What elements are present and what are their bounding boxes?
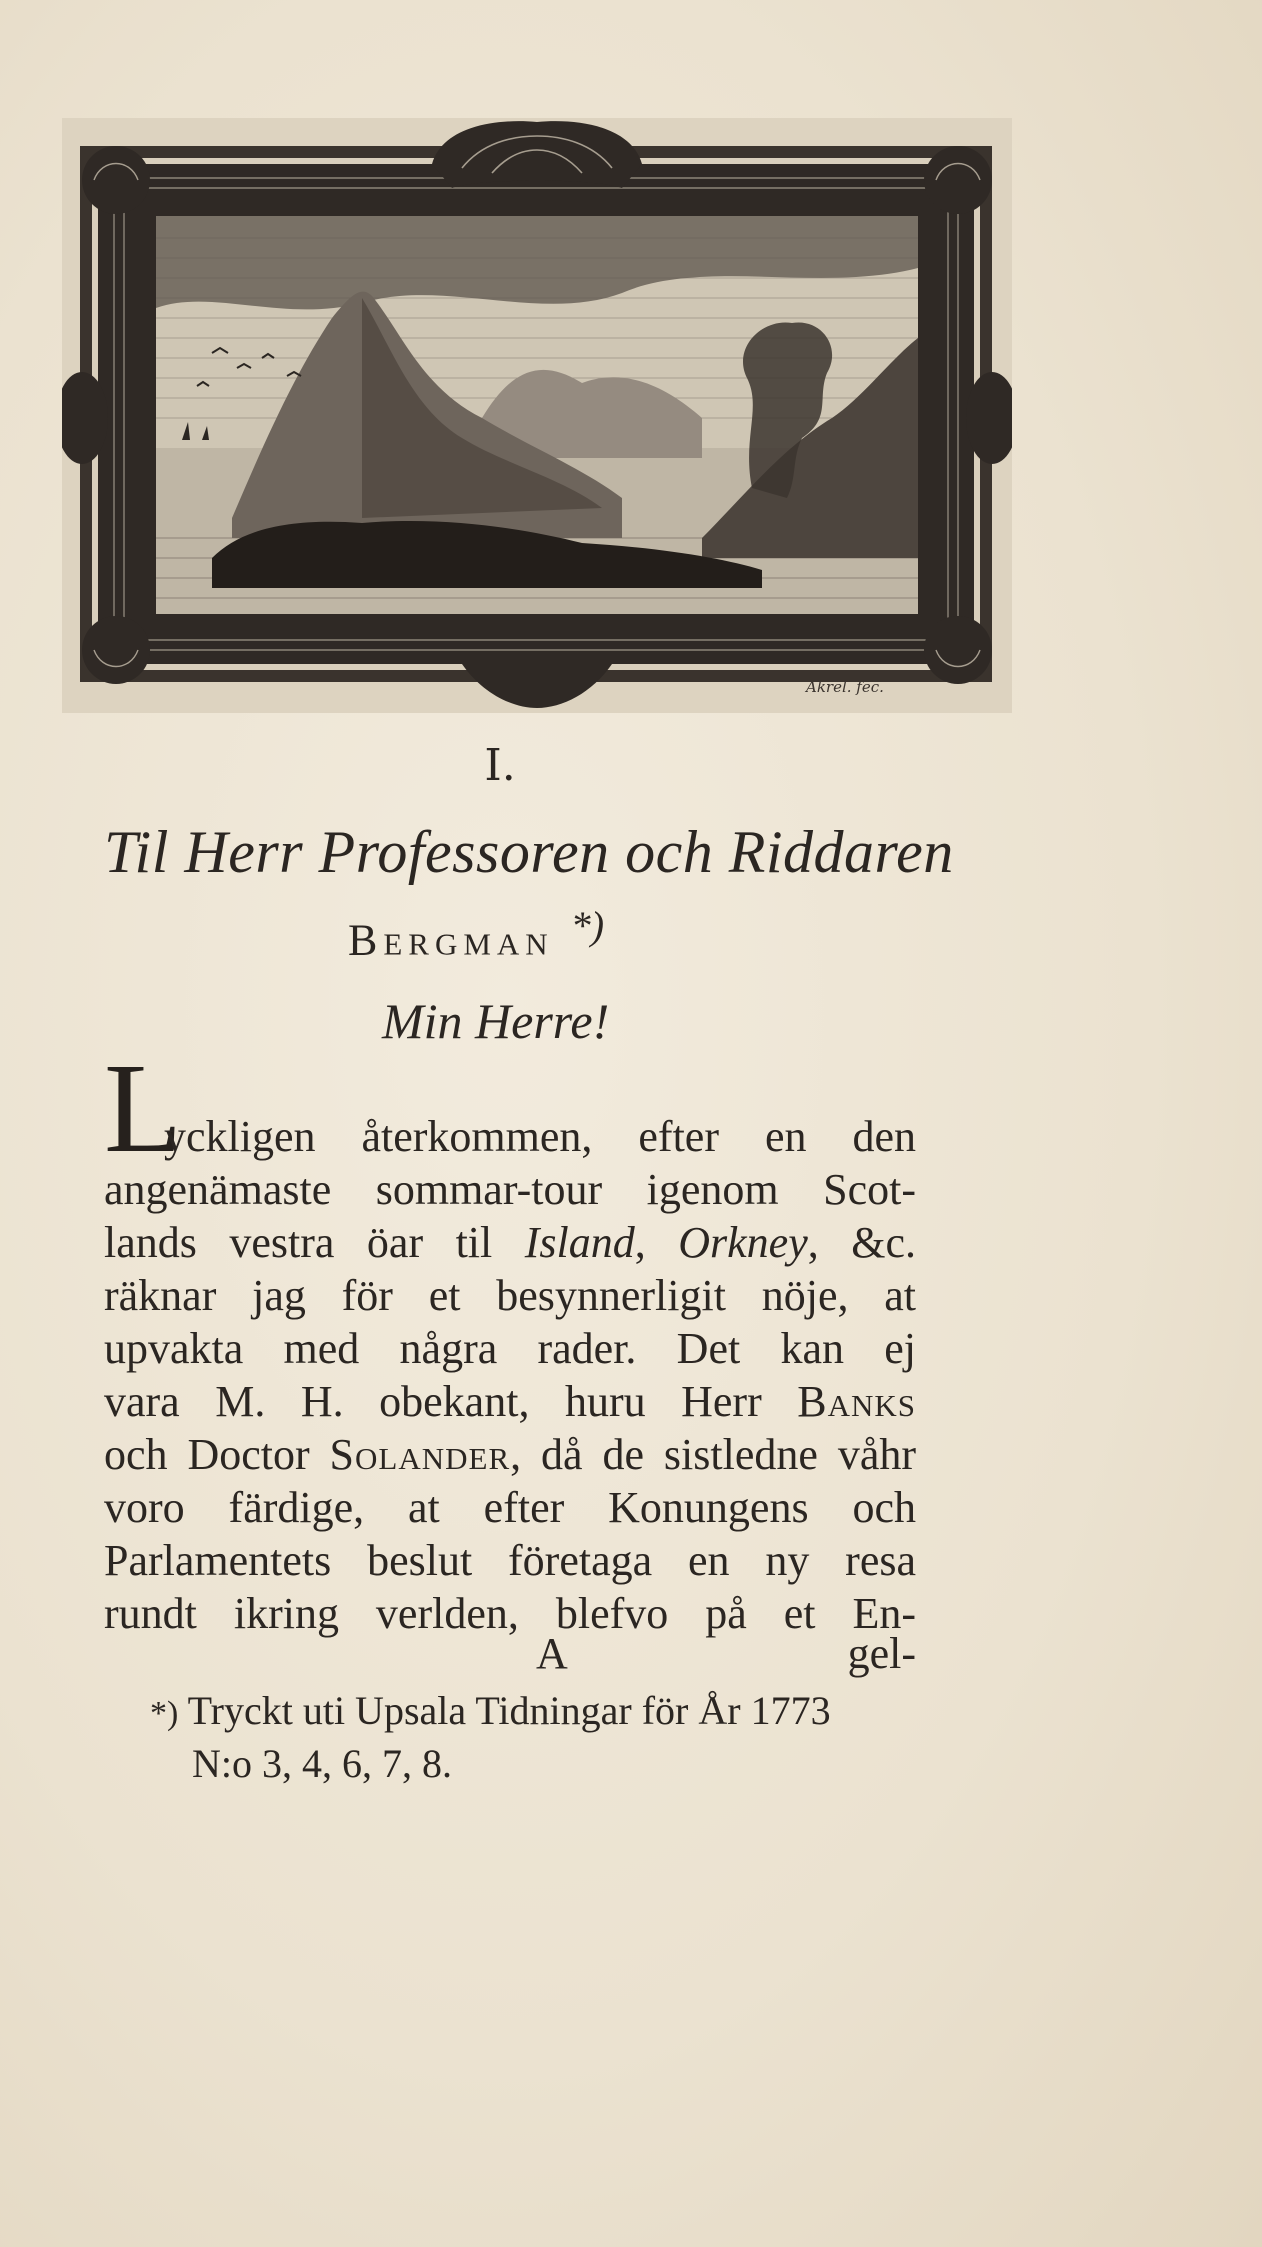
- salutation: Min Herre!: [382, 993, 610, 1049]
- engraved-vignette: [62, 118, 1012, 713]
- text-line: upvakta med några rader. Det kan ej: [104, 1324, 916, 1373]
- text-line: angenämaste sommar-tour igenom Scot-: [104, 1165, 916, 1214]
- text-line: lands vestra öar til Island, Orkney, &c.: [104, 1218, 916, 1267]
- text-line: yckligen återkommen, efter en den: [164, 1112, 916, 1161]
- footnote: [150, 1686, 920, 1789]
- text-line: räknar jag för et besynnerligit nöje, at: [104, 1271, 916, 1320]
- letter-heading: Til Herr Professoren och Riddaren: [104, 819, 954, 885]
- footnote-marker: *): [570, 903, 605, 948]
- text-line: Parlamentets beslut företaga en ny resa: [104, 1536, 916, 1585]
- text-line: vara M. H. obekant, huru Herr Banks: [104, 1377, 916, 1426]
- landscape-engraving: [62, 118, 1012, 713]
- signature-mark: A: [536, 1629, 568, 1678]
- text-line: voro färdige, at efter Konungens och: [104, 1483, 916, 1532]
- catchword: gel-: [847, 1629, 916, 1678]
- letter-number: I.: [484, 740, 516, 791]
- footnote-marker: *): [150, 1695, 179, 1732]
- artist-signature: Akrel. fec.: [806, 678, 884, 696]
- text-line: och Doctor Solander, då de sistledne våhr: [104, 1430, 916, 1479]
- letter-body: [104, 1110, 916, 1640]
- drop-initial: L: [104, 1037, 183, 1179]
- footnote-line-1: *) Tryckt uti Upsala Tidningar för År 1773: [150, 1688, 831, 1733]
- recipient-name: [348, 902, 604, 966]
- recipient-text: Bergman: [348, 915, 554, 965]
- text-line: rundt ikring verlden, blefvo på et En-: [104, 1589, 916, 1638]
- footnote-line-2: N:o 3, 4, 6, 7, 8.: [192, 1741, 452, 1786]
